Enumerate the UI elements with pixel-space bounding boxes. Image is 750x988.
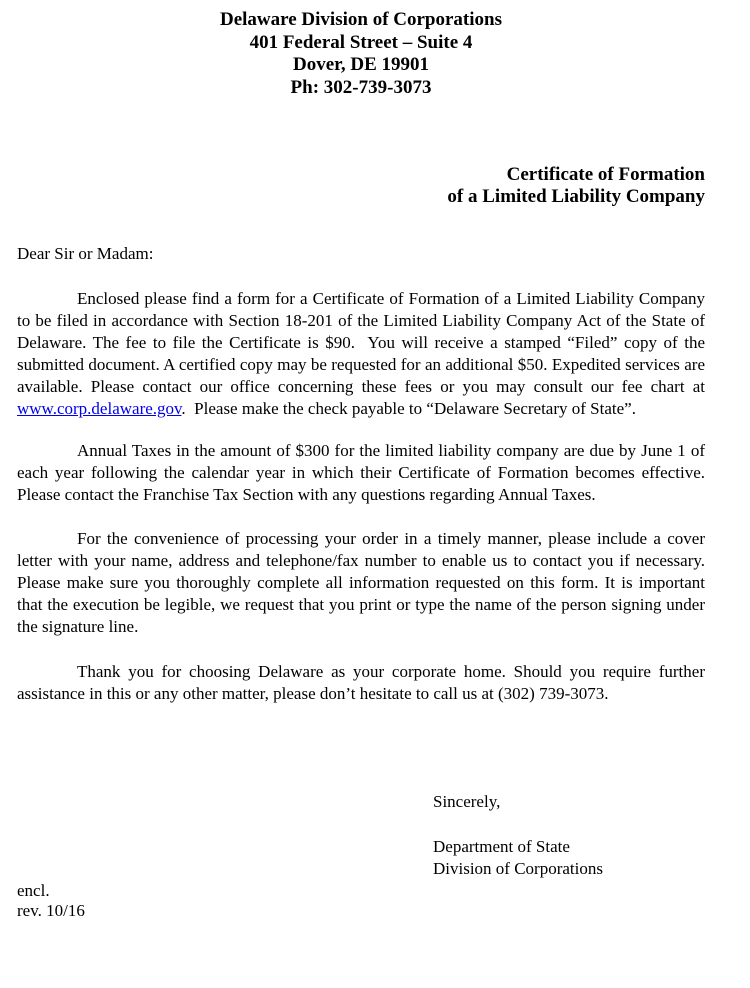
footer-revision-note: rev. 10/16 (17, 901, 85, 920)
letterhead (17, 9, 705, 99)
letterhead-street: 401 Federal Street – Suite 4 (249, 31, 473, 53)
paragraph-thank-you-text: Thank you for choosing Delaware as your corporate home. Should you require further assistance in this or any other matter, please don’t hesitate to call us at (302) 739-3073. (17, 662, 710, 703)
salutation (17, 243, 705, 265)
footer-block (17, 881, 705, 921)
footer-enclosure-note: encl. (17, 881, 50, 900)
subject-heading (17, 164, 705, 208)
valediction: Sincerely, (433, 792, 501, 811)
paragraph-filing-fees-text-before: Enclosed please find a form for a Certificate of Formation of a Limited Liability Company to be filed in accordance with Section 18-201 of the Limited Liability Company Act of the State of Delaware. The fee to file the Certificate is $90. You will receive a stamped “Filed” copy of the submitted document. A certified copy may be requested for an additional $50. Expedited services are available. Please contact our office concerning these fees or you may consult our fee chart at (17, 289, 710, 396)
paragraph-processing-instructions (17, 528, 710, 638)
salutation-text: Dear Sir or Madam: (17, 244, 154, 263)
letterhead-org-name: Delaware Division of Corporations (220, 9, 502, 30)
letterhead-phone: Ph: 302-739-3073 (290, 76, 432, 98)
fee-chart-link[interactable]: www.corp.delaware.gov (17, 399, 182, 418)
signer-division: Division of Corporations (433, 859, 603, 878)
paragraph-annual-taxes (17, 440, 714, 506)
paragraph-filing-fees (17, 288, 710, 420)
letterhead-city-state-zip: Dover, DE 19901 (293, 54, 429, 75)
signer-department: Department of State (433, 837, 570, 856)
subject-line-2: of a Limited Liability Company (447, 186, 705, 207)
paragraph-annual-taxes-text: Annual Taxes in the amount of $300 for the limited liability company are due by June 1 of each year following the calendar year in which their Certificate of Formation becomes effective. Please contact the Franchise Tax Section with any questions regarding Annual Taxes. (17, 441, 714, 504)
subject-line-1: Certificate of Formation (506, 164, 705, 185)
closing-block (433, 791, 705, 880)
signer-block (433, 836, 705, 880)
paragraph-processing-instructions-text: For the convenience of processing your order in a timely manner, please include a cover letter with your name, address and telephone/fax number to enable us to contact you if necessary. Please make sure you thoroughly complete all information requested on this form. It is important that the execution be legible, we request that you print or type the name of the person signing under the signature line. (17, 529, 710, 636)
paragraph-filing-fees-text-after: . Please make the check payable to “Delaware Secretary of State”. (181, 399, 636, 418)
paragraph-thank-you (17, 661, 710, 705)
